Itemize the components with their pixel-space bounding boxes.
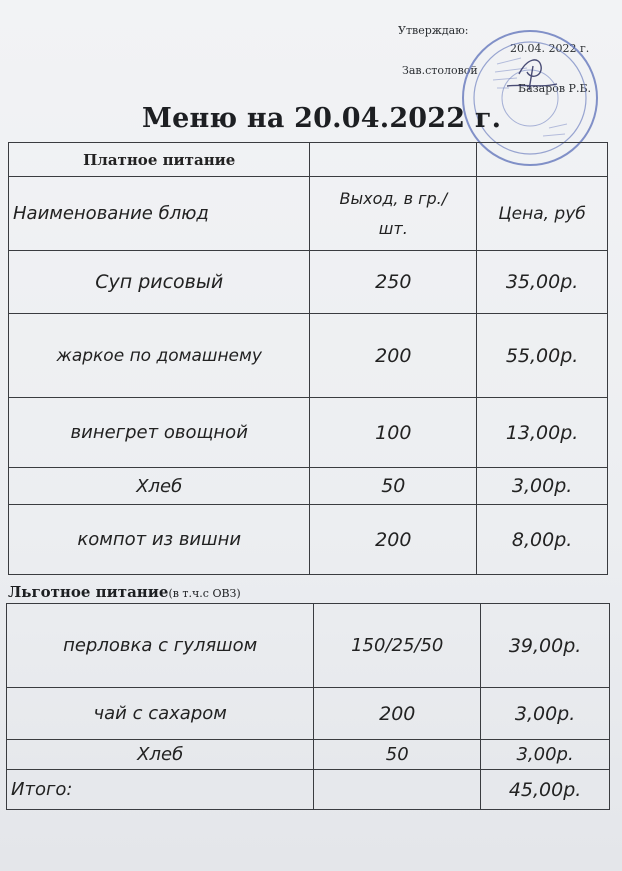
dish-name: компот из вишни [9, 505, 310, 575]
dish-price: 55,00р. [477, 314, 608, 398]
table-row [7, 688, 610, 740]
dish-weight: 150/25/50 [314, 604, 481, 688]
dish-weight: 200 [310, 505, 477, 575]
dish-price: 8,00р. [477, 505, 608, 575]
dish-price: 13,00р. [477, 398, 608, 468]
paid-section-title: Платное питание [9, 143, 310, 177]
dish-name: Суп рисовый [9, 251, 310, 314]
total-value: 45,00р. [481, 770, 610, 810]
dish-weight: 100 [310, 398, 477, 468]
page-title: Меню на 20.04.2022 г. [142, 103, 502, 134]
table-row [7, 604, 610, 688]
approve-position: Зав.столовой [402, 64, 478, 77]
table-row [9, 468, 608, 505]
dish-name: Хлеб [9, 468, 310, 505]
benefit-section-heading [8, 582, 241, 601]
table-row [9, 251, 608, 314]
table-row [9, 505, 608, 575]
paid-section-row [9, 143, 608, 177]
table-header-row [9, 177, 608, 251]
approve-label: Утверждаю: [398, 24, 469, 37]
dish-name: жаркое по домашнему [9, 314, 310, 398]
benefit-section-title: Льготное питание [8, 583, 169, 601]
table-row [9, 398, 608, 468]
benefit-menu-table [6, 603, 610, 810]
dish-weight: 250 [310, 251, 477, 314]
dish-weight: 50 [310, 468, 477, 505]
dish-price: 3,00р. [481, 688, 610, 740]
total-label: Итого: [7, 770, 314, 810]
dish-weight: 200 [310, 314, 477, 398]
approve-date: 20.04. 2022 г. [510, 42, 590, 55]
total-row [7, 770, 610, 810]
dish-price: 3,00р. [481, 740, 610, 770]
benefit-section-note: (в т.ч.с ОВЗ) [168, 587, 241, 600]
dish-price: 35,00р. [477, 251, 608, 314]
dish-weight: 200 [314, 688, 481, 740]
dish-name: Хлеб [7, 740, 314, 770]
header-dish: Наименование блюд [9, 177, 310, 251]
approve-name: Базаров Р.Б. [518, 82, 592, 95]
dish-price: 39,00р. [481, 604, 610, 688]
header-weight: Выход, в гр./шт. [310, 177, 477, 251]
paid-menu-table [8, 142, 608, 575]
dish-weight: 50 [314, 740, 481, 770]
dish-price: 3,00р. [477, 468, 608, 505]
dish-name: винегрет овощной [9, 398, 310, 468]
dish-name: чай с сахаром [7, 688, 314, 740]
table-row [7, 740, 610, 770]
table-row [9, 314, 608, 398]
header-price: Цена, руб [477, 177, 608, 251]
dish-name: перловка с гуляшом [7, 604, 314, 688]
